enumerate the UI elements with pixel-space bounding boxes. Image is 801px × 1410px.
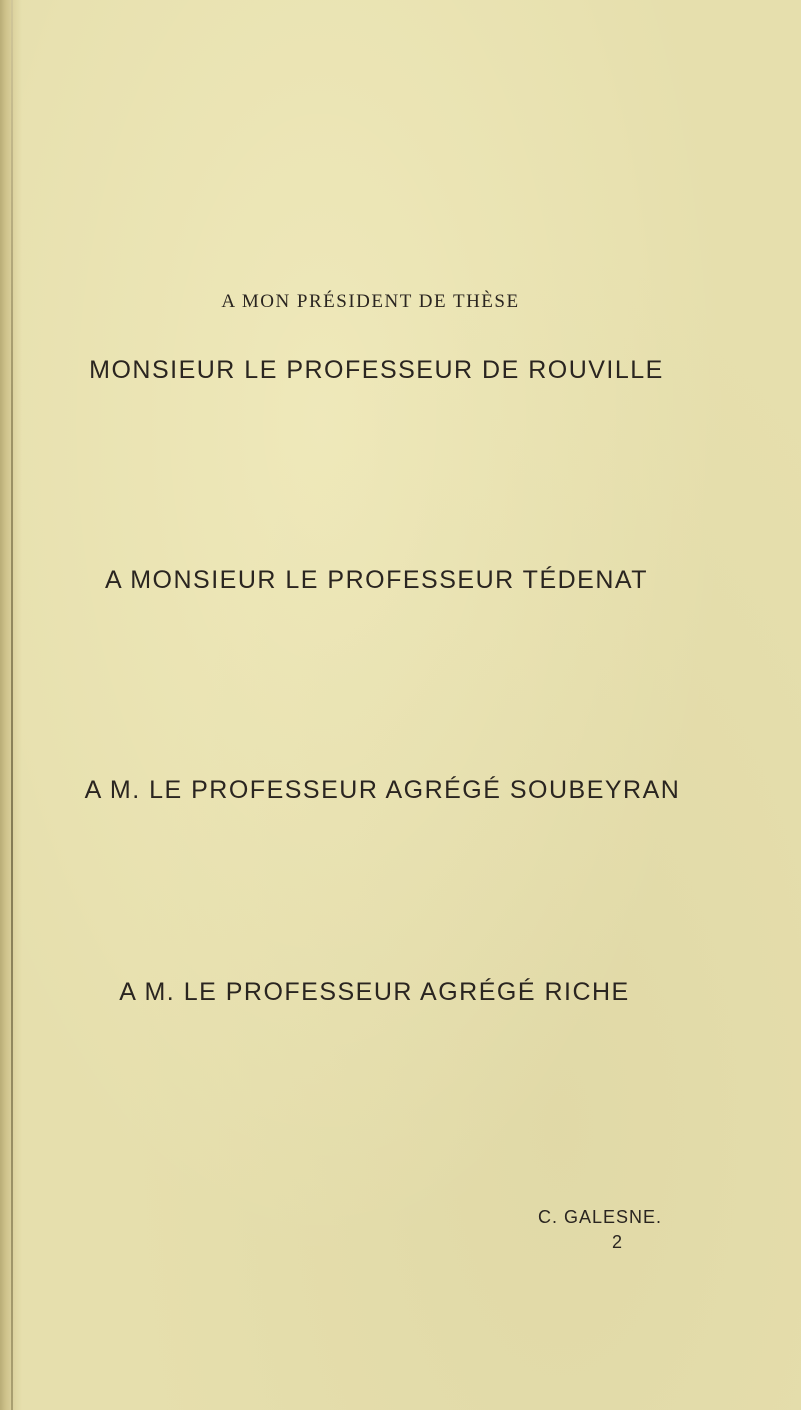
dedication-riche: A M. LE PROFESSEUR AGRÉGÉ RICHE [119, 978, 630, 1006]
signature-number: 2 [612, 1232, 624, 1252]
president-name: MONSIEUR LE PROFESSEUR DE ROUVILLE [89, 356, 664, 384]
dedication-tedenat: A MONSIEUR LE PROFESSEUR TÉDENAT [104, 566, 648, 594]
author-signature: C. GALESNE. [538, 1207, 663, 1227]
president-heading: A MON PRÉSIDENT DE THÈSE [221, 291, 520, 312]
dedication-soubeyran: A M. LE PROFESSEUR AGRÉGÉ SOUBEYRAN [84, 776, 681, 804]
binding-edge [11, 0, 13, 1410]
